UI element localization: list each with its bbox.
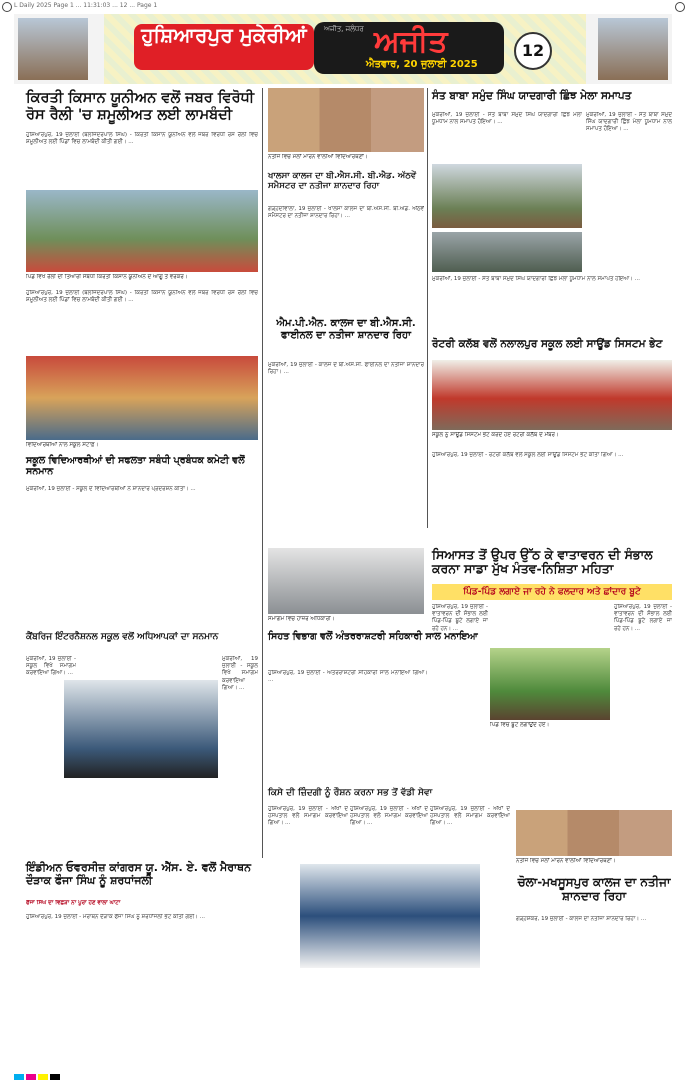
photo-students: [26, 356, 258, 440]
banner-tree-planting: ਪਿੰਡ-ਪਿੰਡ ਲਗਾਏ ਜਾ ਰਹੇ ਨੇ ਫਲਦਾਰ ਅਤੇ ਛਾਂਦਾਰ ਬੂਟੇ: [432, 584, 672, 600]
headline-chola-college: ਚੋਲਾ-ਮਖਸੂਸਪੁਰ ਕਾਲਜ ਦਾ ਨਤੀਜਾ ਸ਼ਾਨਦਾਰ ਰਿਹਾ: [517, 875, 671, 903]
headline-school: ਸਕੂਲ ਵਿਦਿਆਰਥੀਆਂ ਦੀ ਸਫਲਤਾ ਸਬੰਧੀ ਪ੍ਰਬੰਧਕ ਕਮੇਟੀ ਵਲੋਂ ਸਨਮਾਨ: [26, 455, 245, 477]
headline-khalsa-college: ਖਾਲਸਾ ਕਾਲਜ ਦਾ ਬੀ.ਐਸ.ਸੀ. ਬੀ.ਐਡ. ਅੱਠਵੇਂ ਸਮੈਸਟਰ ਦਾ ਨਤੀਜਾ ਸ਼ਾਨਦਾਰ ਰਿਹਾ: [268, 171, 417, 191]
headline-environment: ਸਿਆਸਤ ਤੋਂ ਉਪਰ ਉੱਠ ਕੇ ਵਾਤਾਵਰਨ ਦੀ ਸੰਭਾਲ ਕਰਨਾ ਸਾਡਾ ਮੁੱਖ ਮੰਤਵ-ਨਿਸ਼ਿਤਾ ਮਹਿਤਾ: [432, 547, 653, 577]
photo-caption: ਪਿੰਡ ਵਿਚ ਬੂਟੇ ਲਗਾਉਂਦੇ ਹੋਏ।: [490, 722, 550, 728]
article-body: ਗੜ੍ਹਦੀਵਾਲਾ, 19 ਜੁਲਾਈ - ਖਾਲਸਾ ਕਾਲਜ ਦਾ ਬੀ.ਐਸ.ਸੀ. ਬੀ.ਐਡ. ਅੱਠਵੇਂ ਸਮੈਸਟਰ ਦਾ ਨਤੀਜਾ ਸ਼ਾਨਦਾਰ ਰਿਹਾ। ...: [268, 206, 424, 220]
headline-kisan-union: ਕਿਰਤੀ ਕਿਸਾਨ ਯੂਨੀਅਨ ਵਲੋਂ ਜਬਰ ਵਿਰੋਧੀ ਰੋਸ ਰੈਲੀ 'ਚ ਸ਼ਮੂਲੀਅਤ ਲਈ ਲਾਮਬੰਦੀ: [26, 90, 255, 123]
article-body: ਹੁਸ਼ਿਆਰਪੁਰ, 19 ਜੁਲਾਈ - ਵਾਤਾਵਰਨ ਦੀ ਸੰਭਾਲ ਲਈ ਪਿੰਡ-ਪਿੰਡ ਬੂਟੇ ਲਗਾਏ ਜਾ ਰਹੇ ਹਨ। ...: [614, 604, 672, 632]
headline-rotary-club: ਰੋਟਰੀ ਕਲੱਬ ਵਲੋਂ ਨਲਾਲਪੁਰ ਸਕੂਲ ਲਈ ਸਾਊਂਡ ਸਿਸਟਮ ਭੇਟ: [432, 338, 663, 350]
photo-health-event: [268, 548, 424, 614]
magenta-swatch: [26, 1074, 36, 1080]
article-body: ਮੁਕੇਰੀਆਂ, 19 ਜੁਲਾਈ - ਸਕੂਲ ਵਿਖੇ ਸਮਾਗਮ ਕਰਵਾਇਆ ਗਿਆ। ...: [26, 656, 76, 677]
article-body: ਹੁਸ਼ਿਆਰਪੁਰ, 19 ਜੁਲਾਈ (ਬਲਜਿੰਦਰਪਾਲ ਸਿੰਘ) - ਕਿਰਤੀ ਕਿਸਾਨ ਯੂਨੀਅਨ ਵਲੋਂ ਜਬਰ ਵਿਰੋਧੀ ਰੋਸ ਰੈਲੀ ਵਿਚ ਸ਼ਮੂਲੀਅਤ ਲਈ ਪਿੰਡਾਂ ਵਿਚ ਲਾਮਬੰਦੀ ਕੀਤੀ ਗਈ। ...: [26, 290, 258, 304]
registration-mark-icon: [2, 2, 12, 12]
article-body: ਹੁਸ਼ਿਆਰਪੁਰ, 19 ਜੁਲਾਈ - ਅੱਖਾਂ ਦੇ ਹਸਪਤਾਲ ਵਲੋਂ ਸਮਾਗਮ ਕਰਵਾਇਆ ਗਿਆ। ...: [430, 806, 510, 827]
subheadline: ਫੌਜਾ ਸਿੰਘ ਦਾ ਵਿਛੋੜਾ ਨਾ ਪੂਰਾ ਹੋਣ ਵਾਲਾ ਘਾਟਾ: [26, 900, 121, 906]
photo-caption: ਸਕੂਲ ਨੂੰ ਸਾਊਂਡ ਸਿਸਟਮ ਭੇਟ ਕਰਦੇ ਹੋਏ ਰੋਟਰੀ ਕਲੱਬ ਦੇ ਮੈਂਬਰ।: [432, 432, 559, 438]
photo-caption: ਨਤੀਜੇ ਵਿਚ ਮੱਲਾਂ ਮਾਰਨ ਵਾਲੀਆਂ ਵਿਦਿਆਰਥਣਾਂ।: [268, 154, 368, 160]
photo-college-toppers: [516, 810, 672, 856]
article-body: ਹੁਸ਼ਿਆਰਪੁਰ, 19 ਜੁਲਾਈ - ਮੈਰਾਥਨ ਦੌੜਾਕ ਫੌਜਾ ਸਿੰਘ ਨੂੰ ਸ਼ਰਧਾਂਜਲੀ ਭੇਟ ਕੀਤੀ ਗਈ। ...: [26, 914, 205, 920]
registration-mark-icon: [675, 2, 685, 12]
masthead: [14, 14, 672, 84]
article-body: ਹੁਸ਼ਿਆਰਪੁਰ, 19 ਜੁਲਾਈ - ਅੱਖਾਂ ਦੇ ਹਸਪਤਾਲ ਵਲੋਂ ਸਮਾਗਮ ਕਰਵਾਇਆ ਗਿਆ। ...: [268, 806, 348, 827]
column-rule: [427, 88, 428, 528]
photo-caption: ਸਮਾਗਮ ਵਿਚ ਹਾਜ਼ਰ ਅਧਿਕਾਰੀ।: [268, 616, 335, 622]
yellow-swatch: [38, 1074, 48, 1080]
article-body: ਹੁਸ਼ਿਆਰਪੁਰ, 19 ਜੁਲਾਈ - ਰੋਟਰੀ ਕਲੱਬ ਵਲੋਂ ਸਕੂਲ ਲਈ ਸਾਊਂਡ ਸਿਸਟਮ ਭੇਟ ਕੀਤਾ ਗਿਆ। ...: [432, 452, 624, 458]
photo-mela-crowd: [432, 164, 582, 228]
article-body: ਮੁਕੇਰੀਆਂ, 19 ਜੁਲਾਈ - ਸੰਤ ਬਾਬਾ ਸਮੁੰਦ ਸਿੰਘ ਯਾਦਗਾਰੀ ਛਿੰਝ ਮੇਲਾ ਧੂਮਧਾਮ ਨਾਲ ਸਮਾਪਤ ਹੋਇਆ। ...: [432, 276, 640, 282]
headline-cambridge-school: ਕੈਂਬਰਿਜ ਇੰਟਰਨੈਸ਼ਨਲ ਸਕੂਲ ਵਲੋਂ ਅਧਿਆਪਕਾਂ ਦਾ ਸਨਮਾਨ: [26, 632, 219, 642]
page-number: 12: [514, 32, 552, 70]
print-color-bar: [14, 1074, 674, 1084]
headline-fauja-singh: ਇੰਡੀਅਨ ਓਵਰਸੀਜ਼ ਕਾਂਗਰਸ ਯੂ. ਐੱਸ. ਏ. ਵਲੋਂ ਮੈਰਾਥਨ ਦੌੜਾਕ ਫੌਜਾ ਸਿੰਘ ਨੂੰ ਸ਼ਰਧਾਂਜਲੀ: [26, 861, 252, 887]
top-print-strip: L Daily 2025 Page 1 ... 11:31:03 ... 12 ... Page 1: [14, 2, 158, 9]
photo-caption: ਵਿਦਿਆਰਥੀਆਂ ਨਾਲ ਸਕੂਲ ਸਟਾਫ਼।: [26, 442, 99, 448]
masthead-photo-right: [598, 18, 668, 80]
article-body: ਮੁਕੇਰੀਆਂ, 19 ਜੁਲਾਈ - ਸੰਤ ਬਾਬਾ ਸਮੁੰਦ ਸਿੰਘ ਯਾਦਗਾਰੀ ਛਿੰਝ ਮੇਲਾ ਧੂਮਧਾਮ ਨਾਲ ਸਮਾਪਤ ਹੋਇਆ। ...: [586, 112, 672, 133]
brand-subtitle: ਅਜੀਤ, ਜਲੰਧਰ: [324, 25, 364, 33]
article-body: ਮੁਕੇਰੀਆਂ, 19 ਜੁਲਾਈ - ਸਕੂਲ ਵਿਖੇ ਸਮਾਗਮ ਕਰਵਾਇਆ ਗਿਆ। ...: [222, 656, 258, 691]
article-body: ਗੜ੍ਹਸ਼ੰਕਰ, 19 ਜੁਲਾਈ - ਕਾਲਜ ਦਾ ਨਤੀਜਾ ਸ਼ਾਨਦਾਰ ਰਿਹਾ। ...: [516, 916, 647, 922]
photo-tree-planting: [490, 648, 610, 720]
photo-mela-stage: [432, 232, 582, 272]
article-body: ਮੁਕੇਰੀਆਂ, 19 ਜੁਲਾਈ - ਕਾਲਜ ਦੇ ਬੀ.ਐਸ.ਸੀ. ਫਾਈਨਲ ਦਾ ਨਤੀਜਾ ਸ਼ਾਨਦਾਰ ਰਿਹਾ। ...: [268, 362, 424, 376]
column-rule: [262, 88, 263, 858]
local-edition-title: ਹੁਸ਼ਿਆਰਪੁਰ ਮੁਕੇਰੀਆਂ: [134, 24, 314, 70]
photo-rotary-event: [432, 360, 672, 430]
headline-eye-hospital: ਕਿਸੇ ਦੀ ਜ਼ਿੰਦਗੀ ਨੂੰ ਰੌਸ਼ਨ ਕਰਨਾ ਸਭ ਤੋਂ ਵੱਡੀ ਸੇਵਾ: [268, 788, 433, 798]
headline-mpn-college: ਐਮ.ਪੀ.ਐਨ. ਕਾਲਜ ਦਾ ਬੀ.ਐਸ.ਸੀ. ਫਾਈਨਲ ਦਾ ਨਤੀਜਾ ਸ਼ਾਨਦਾਰ ਰਿਹਾ: [276, 318, 416, 341]
photo-rally: [26, 190, 258, 272]
headline-health-dept: ਸਿਹਤ ਵਿਭਾਗ ਵਲੋਂ ਅੰਤਰਰਾਸ਼ਟਰੀ ਸਹਿਕਾਰੀ ਸਾਲ ਮਨਾਇਆ: [268, 631, 478, 642]
brand-name: ਅਜੀਤ: [374, 24, 448, 59]
headline-chhinj-mela: ਸੰਤ ਬਾਬਾ ਸਮੁੰਦ ਸਿੰਘ ਯਾਦਗਾਰੀ ਛਿੰਝ ਮੇਲਾ ਸਮਾਪਤ: [432, 90, 632, 102]
article-body: ਮੁਕੇਰੀਆਂ, 19 ਜੁਲਾਈ - ਸਕੂਲ ਦੇ ਵਿਦਿਆਰਥੀਆਂ ਨੇ ਸ਼ਾਨਦਾਰ ਪ੍ਰਦਰਸ਼ਨ ਕੀਤਾ। ...: [26, 486, 196, 492]
issue-date: ਐਤਵਾਰ, 20 ਜੁਲਾਈ 2025: [366, 59, 478, 70]
photo-students-portraits: [268, 88, 424, 152]
masthead-photo-left: [18, 18, 88, 80]
article-body: ਹੁਸ਼ਿਆਰਪੁਰ, 19 ਜੁਲਾਈ - ਅੰਤਰਰਾਸ਼ਟਰੀ ਸਹਿਕਾਰੀ ਸਾਲ ਮਨਾਇਆ ਗਿਆ। ...: [268, 670, 428, 684]
article-body: ਹੁਸ਼ਿਆਰਪੁਰ, 19 ਜੁਲਾਈ - ਵਾਤਾਵਰਨ ਦੀ ਸੰਭਾਲ ਲਈ ਪਿੰਡ-ਪਿੰਡ ਬੂਟੇ ਲਗਾਏ ਜਾ ਰਹੇ ਹਨ। ...: [432, 604, 488, 632]
brand-block: [314, 22, 504, 74]
black-swatch: [50, 1074, 60, 1080]
article-body: ਮੁਕੇਰੀਆਂ, 19 ਜੁਲਾਈ - ਸੰਤ ਬਾਬਾ ਸਮੁੰਦ ਸਿੰਘ ਯਾਦਗਾਰੀ ਛਿੰਝ ਮੇਲਾ ਧੂਮਧਾਮ ਨਾਲ ਸਮਾਪਤ ਹੋਇਆ। ...: [432, 112, 582, 126]
article-body: ਹੁਸ਼ਿਆਰਪੁਰ, 19 ਜੁਲਾਈ (ਬਲਜਿੰਦਰਪਾਲ ਸਿੰਘ) - ਕਿਰਤੀ ਕਿਸਾਨ ਯੂਨੀਅਨ ਵਲੋਂ ਜਬਰ ਵਿਰੋਧੀ ਰੋਸ ਰੈਲੀ ਵਿਚ ਸ਼ਮੂਲੀਅਤ ਲਈ ਪਿੰਡਾਂ ਵਿਚ ਲਾਮਬੰਦੀ ਕੀਤੀ ਗਈ। ...: [26, 132, 258, 146]
photo-caption: ਨਤੀਜੇ ਵਿਚ ਮੱਲਾਂ ਮਾਰਨ ਵਾਲੀਆਂ ਵਿਦਿਆਰਥਣਾਂ।: [516, 858, 616, 864]
photo-caption: ਪਿੰਡ ਵਿਖੇ ਰੈਲੀ ਦੀ ਤਿਆਰੀ ਸੰਬੰਧੀ ਕਿਰਤੀ ਕਿਸਾਨ ਯੂਨੀਅਨ ਦੇ ਆਗੂ ਤੇ ਵਰਕਰ।: [26, 274, 188, 280]
cyan-swatch: [14, 1074, 24, 1080]
photo-school-event: [64, 680, 218, 778]
article-body: ਹੁਸ਼ਿਆਰਪੁਰ, 19 ਜੁਲਾਈ - ਅੱਖਾਂ ਦੇ ਹਸਪਤਾਲ ਵਲੋਂ ਸਮਾਗਮ ਕਰਵਾਇਆ ਗਿਆ। ...: [350, 806, 428, 827]
